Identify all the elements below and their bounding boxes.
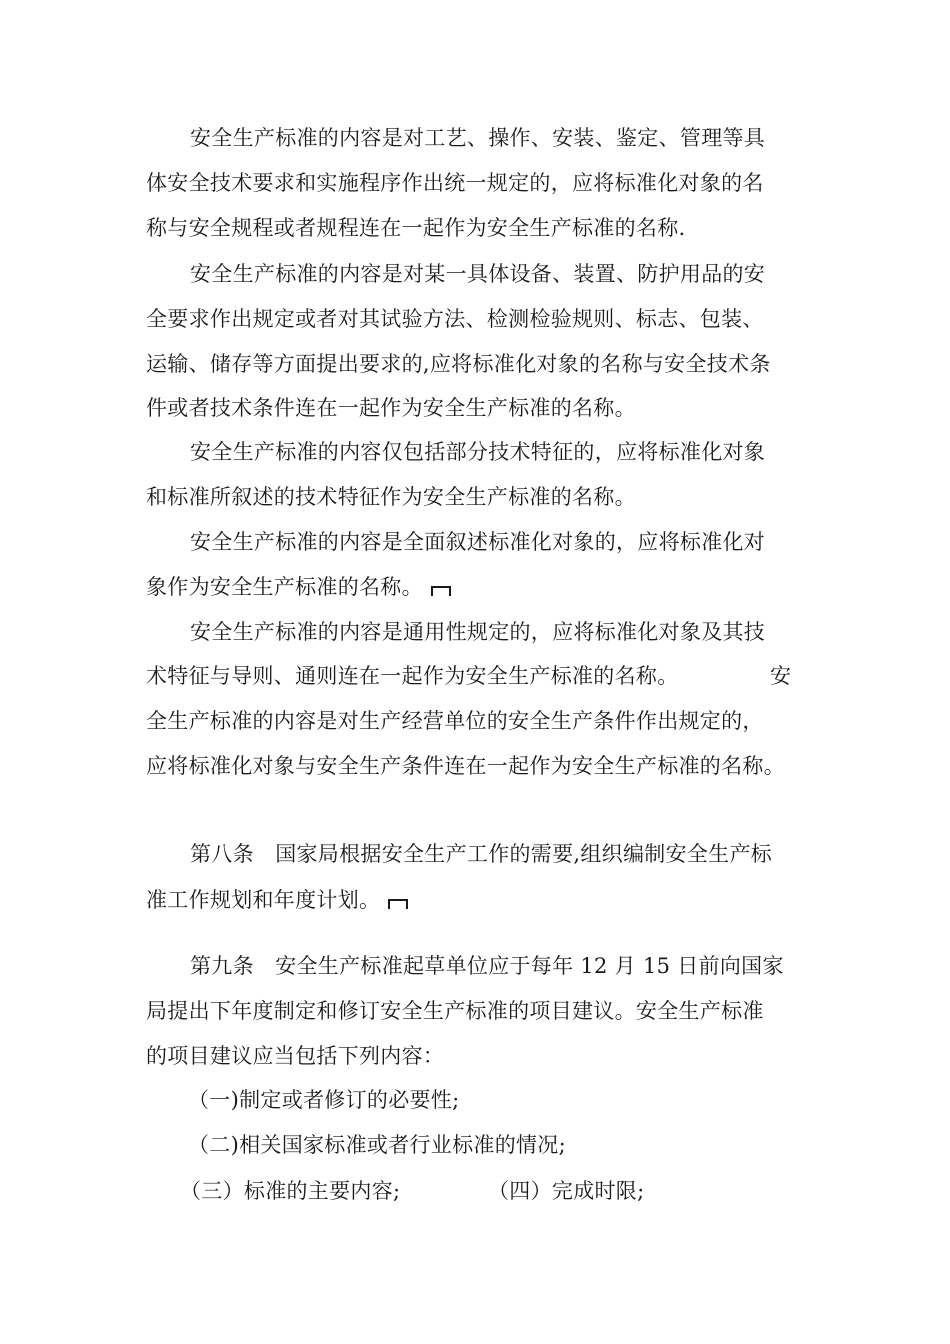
p3-line-2: 和标准所叙述的技术特征作为安全生产标准的名称。 <box>146 485 636 509</box>
art9-line-2: 局提出下年度制定和修订安全生产标准的项目建议。安全生产标准 <box>146 999 764 1023</box>
p2-line-4: 件或者技术条件连在一起作为安全生产标准的名称。 <box>146 396 636 420</box>
p1-line-3: 称与安全规程或者规程连在一起作为安全生产标准的名称. <box>146 216 686 240</box>
p5-line-2-text: 术特征与导则、通则连在一起作为安全生产标准的名称。 <box>146 664 679 688</box>
list-item-4: （四）完成时限; <box>488 1179 645 1203</box>
p5-line-3: 全生产标准的内容是对生产经营单位的安全生产条件作出规定的， <box>146 709 764 733</box>
p1-line-2: 体安全技术要求和实施程序作出统一规定的，应将标准化对象的名 <box>146 171 764 195</box>
p5-line-4: 应将标准化对象与安全生产条件连在一起作为安全生产标准的名称。 <box>146 754 785 778</box>
editor-mark-icon <box>431 586 451 596</box>
p4-line-1: 安全生产标准的内容是全面叙述标准化对象的，应将标准化对 <box>190 530 766 554</box>
art9-line-3: 的项目建议应当包括下列内容： <box>146 1044 445 1068</box>
p2-line-3: 运输、储存等方面提出要求的,应将标准化对象的名称与安全技术条 <box>146 352 771 376</box>
list-item-2: （二)相关国家标准或者行业标准的情况; <box>188 1133 566 1157</box>
art8-line-2-text: 准工作规划和年度计划。 <box>146 888 381 912</box>
p4-line-2-text: 象作为安全生产标准的名称。 <box>146 575 423 599</box>
editor-mark-icon <box>388 899 408 909</box>
list-item-3 <box>180 1179 850 1203</box>
p5-line-1: 安全生产标准的内容是通用性规定的，应将标准化对象及其技 <box>190 620 766 644</box>
art9-line-1: 第九条 安全生产标准起草单位应于每年 12 月 15 日前向国家 <box>190 954 784 978</box>
p4-line-2 <box>146 575 816 599</box>
p5-line-2 <box>146 664 816 688</box>
art8-line-1: 第八条 国家局根据安全生产工作的需要,组织编制安全生产标 <box>190 842 773 866</box>
p3-line-1: 安全生产标准的内容仅包括部分技术特征的，应将标准化对象 <box>190 440 766 464</box>
p2-line-2: 全要求作出规定或者对其试验方法、检测检验规则、标志、包装、 <box>146 307 764 331</box>
p5-line-2-tail: 安 <box>770 664 792 688</box>
list-item-1: （一)制定或者修订的必要性; <box>188 1088 460 1112</box>
p1-line-1: 安全生产标准的内容是对工艺、操作、安装、鉴定、管理等具 <box>190 126 766 150</box>
art8-line-2 <box>146 888 816 912</box>
list-item-3-text: （三）标准的主要内容; <box>180 1179 401 1203</box>
p2-line-1: 安全生产标准的内容是对某一具体设备、装置、防护用品的安 <box>190 262 766 286</box>
